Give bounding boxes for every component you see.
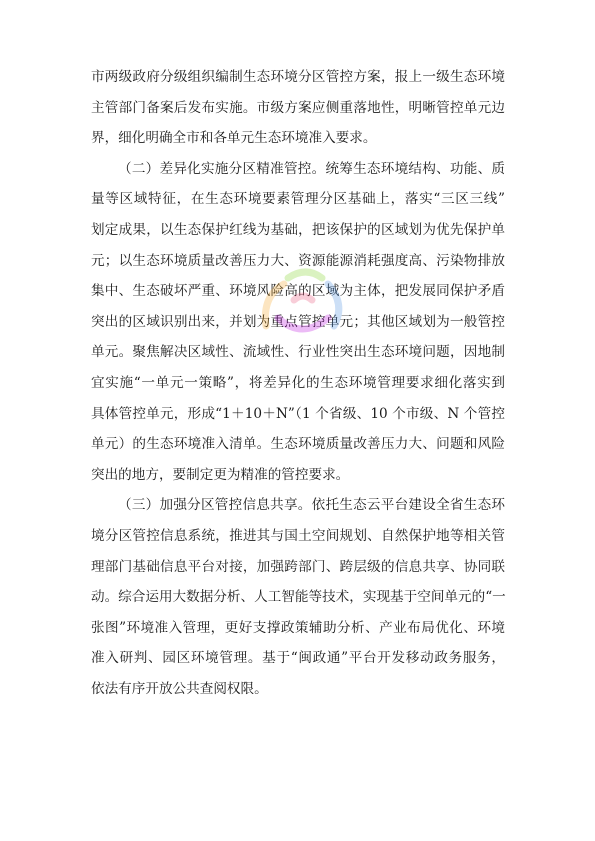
text-line: 理部门基础信息平台对接，加强跨部门、跨层级的信息共享、协同联 xyxy=(91,558,505,575)
text-line: 准入研判、园区环境管理。基于“闽政通”平台开发移动政务服务， xyxy=(91,650,505,667)
text-line: 划定成果，以生态保护红线为基础，把该保护的区域划为优先保护单 xyxy=(91,221,505,238)
text-line: 张图”环境准入管理，更好支撑政策辅助分析、产业布局优化、环境 xyxy=(91,619,505,636)
paragraph-2 xyxy=(91,154,505,491)
text-line: 境分区管控信息系统，推进其与国土空间规划、自然保护地等相关管 xyxy=(91,527,505,544)
text-line: 元；以生态环境质量改善压力大、资源能源消耗强度高、污染物排放 xyxy=(91,252,505,269)
paragraph-1 xyxy=(91,62,505,154)
text-line: 单元）的生态环境准入清单。生态环境质量改善压力大、问题和风险 xyxy=(91,436,505,453)
text-line: 突出的区域识别出来，并划为重点管控单元；其他区域划为一般管控 xyxy=(91,313,505,330)
text-line: 单元。聚焦解决区域性、流域性、行业性突出生态环境问题，因地制 xyxy=(91,344,505,361)
text-line: 具体管控单元，形成“1＋10＋N”（1 个省级、10 个市级、N 个管控 xyxy=(91,405,505,422)
text-line: （二）差异化实施分区精准管控。统筹生态环境结构、功能、质 xyxy=(118,160,505,177)
paragraph-3 xyxy=(91,490,505,704)
document-body xyxy=(91,62,505,704)
text-line: 界，细化明确全市和各单元生态环境准入要求。 xyxy=(91,130,377,147)
text-line: 动。综合运用大数据分析、人工智能等技术，实现基于空间单元的“一 xyxy=(91,589,506,606)
text-line: 市两级政府分级组织编制生态环境分区管控方案，报上一级生态环境 xyxy=(91,69,505,85)
text-line: （三）加强分区管控信息共享。依托生态云平台建设全省生态环 xyxy=(118,497,505,514)
text-line: 量等区域特征，在生态环境要素管理分区基础上，落实“三区三线” xyxy=(91,191,505,208)
text-line: 主管部门备案后发布实施。市级方案应侧重落地性，明晰管控单元边 xyxy=(91,99,505,116)
text-line: 依法有序开放公共查阅权限。 xyxy=(91,680,268,697)
text-line: 突出的地方，要制定更为精准的管控要求。 xyxy=(91,466,350,483)
text-line: 集中、生态破坏严重、环境风险高的区域为主体，把发展同保护矛盾 xyxy=(91,283,505,300)
text-line: 宜实施“一单元一策略”，将差异化的生态环境管理要求细化落实到 xyxy=(91,374,505,391)
